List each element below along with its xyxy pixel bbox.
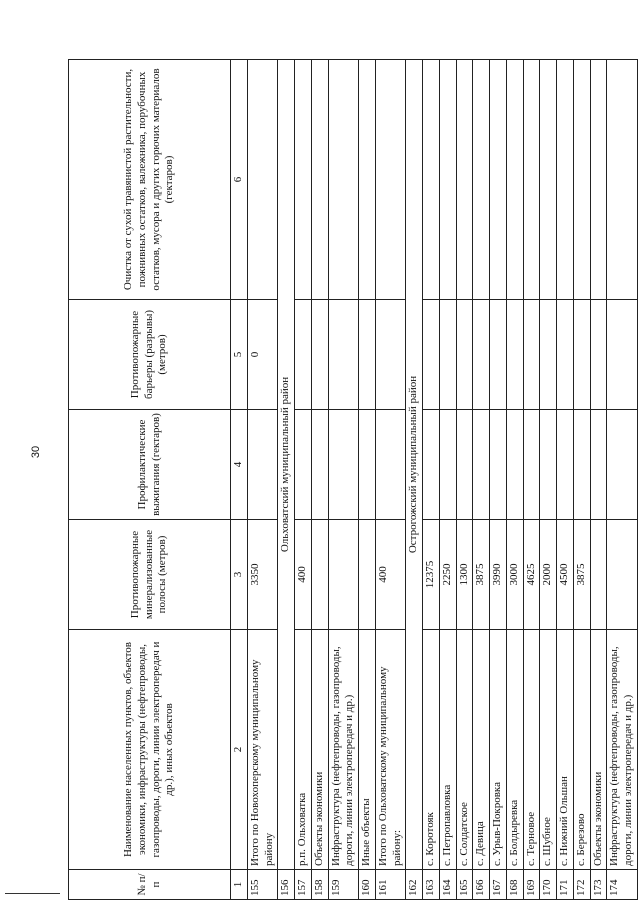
- table-row: [590, 60, 607, 900]
- page-divider: [5, 893, 60, 894]
- table-row: [328, 60, 359, 900]
- cleaning-value: [490, 60, 507, 300]
- column-index: 3: [231, 520, 248, 630]
- header-mineralized-strips: Противопожарные минерализованные полосы (метров): [69, 520, 231, 630]
- table-header-row: [69, 60, 231, 900]
- preventive-burning-value: [311, 410, 328, 520]
- row-number: 165: [456, 870, 473, 900]
- mineralized-strips-value: 4500: [557, 520, 574, 630]
- header-cleaning: Очистка от сухой травянистой растительности, пожнивных остатков, валежника, порубочных остатков, мусора и других горючих материалов (гектаров): [69, 60, 231, 300]
- table-row: [456, 60, 473, 900]
- preventive-burning-value: [328, 410, 359, 520]
- cleaning-value: [573, 60, 590, 300]
- row-number: 161: [375, 870, 406, 900]
- column-index: 4: [231, 410, 248, 520]
- mineralized-strips-value: 12375: [423, 520, 440, 630]
- mineralized-strips-value: 2250: [439, 520, 456, 630]
- column-index: 6: [231, 60, 248, 300]
- column-index-row: [231, 60, 248, 900]
- table-row: [607, 60, 638, 900]
- row-name: с. Терновое: [523, 630, 540, 870]
- mineralized-strips-value: [607, 520, 638, 630]
- fire-barriers-value: [506, 300, 523, 410]
- row-number: 168: [506, 870, 523, 900]
- header-fire-barriers: Противопожарные барьеры (разрывы) (метров): [69, 300, 231, 410]
- row-number: 174: [607, 870, 638, 900]
- header-name: Наименование населенных пунктов, объектов экономики, инфраструктуры (нефтепроводы, газопроводы, дороги, линии электропередач и др.), иных объектов: [69, 630, 231, 870]
- mineralized-strips-value: 2000: [540, 520, 557, 630]
- row-name: Инфраструктура (нефтепроводы, газопроводы, дороги, линии электропередач и др.): [607, 630, 638, 870]
- mineralized-strips-value: [328, 520, 359, 630]
- row-name: с. Урыв-Покровка: [490, 630, 507, 870]
- preventive-burning-value: [523, 410, 540, 520]
- row-number: 160: [359, 870, 376, 900]
- fire-barriers-value: [295, 300, 312, 410]
- fire-prevention-table: [68, 59, 638, 900]
- row-number: 172: [573, 870, 590, 900]
- row-number: 159: [328, 870, 359, 900]
- header-preventive-burning: Профилактические выжигания (гектаров): [69, 410, 231, 520]
- cleaning-value: [506, 60, 523, 300]
- row-name: с. Нижний Ольшан: [557, 630, 574, 870]
- column-index: 1: [231, 870, 248, 900]
- fire-barriers-value: [523, 300, 540, 410]
- cleaning-value: [523, 60, 540, 300]
- table-row: [473, 60, 490, 900]
- fire-barriers-value: 0: [247, 300, 278, 410]
- row-number: 157: [295, 870, 312, 900]
- cleaning-value: [359, 60, 376, 300]
- fire-barriers-value: [439, 300, 456, 410]
- preventive-burning-value: [490, 410, 507, 520]
- fire-barriers-value: [557, 300, 574, 410]
- page-number: 30: [30, 445, 42, 459]
- row-name: с. Коротояк: [423, 630, 440, 870]
- preventive-burning-value: [590, 410, 607, 520]
- row-number: 170: [540, 870, 557, 900]
- fire-barriers-value: [540, 300, 557, 410]
- mineralized-strips-value: 4625: [523, 520, 540, 630]
- fire-barriers-value: [328, 300, 359, 410]
- mineralized-strips-value: [359, 520, 376, 630]
- row-name: с. Солдатское: [456, 630, 473, 870]
- preventive-burning-value: [423, 410, 440, 520]
- fire-barriers-value: [607, 300, 638, 410]
- row-number: 169: [523, 870, 540, 900]
- preventive-burning-value: [247, 410, 278, 520]
- row-number: 163: [423, 870, 440, 900]
- preventive-burning-value: [456, 410, 473, 520]
- mineralized-strips-value: 3875: [473, 520, 490, 630]
- preventive-burning-value: [473, 410, 490, 520]
- mineralized-strips-value: 3875: [573, 520, 590, 630]
- cleaning-value: [590, 60, 607, 300]
- mineralized-strips-value: 3350: [247, 520, 278, 630]
- preventive-burning-value: [439, 410, 456, 520]
- table-row: [439, 60, 456, 900]
- mineralized-strips-value: 3990: [490, 520, 507, 630]
- row-name: Иные объекты: [359, 630, 376, 870]
- table-row: [573, 60, 590, 900]
- row-name: с. Девица: [473, 630, 490, 870]
- row-number: 166: [473, 870, 490, 900]
- fire-barriers-value: [456, 300, 473, 410]
- rotated-table-container: [68, 60, 634, 900]
- row-number: 173: [590, 870, 607, 900]
- row-number: 162: [406, 870, 423, 900]
- table-row: [523, 60, 540, 900]
- table-row: [295, 60, 312, 900]
- header-number: № п/п: [69, 870, 231, 900]
- preventive-burning-value: [295, 410, 312, 520]
- row-number: 167: [490, 870, 507, 900]
- row-name: с. Шубное: [540, 630, 557, 870]
- mineralized-strips-value: 400: [375, 520, 406, 630]
- region-row: [406, 60, 423, 900]
- row-number: 164: [439, 870, 456, 900]
- preventive-burning-value: [607, 410, 638, 520]
- fire-barriers-value: [590, 300, 607, 410]
- region-title: Острогожский муниципальный район: [406, 60, 423, 870]
- fire-barriers-value: [490, 300, 507, 410]
- fire-barriers-value: [375, 300, 406, 410]
- table-row: [375, 60, 406, 900]
- row-name: с. Петропавловка: [439, 630, 456, 870]
- mineralized-strips-value: [311, 520, 328, 630]
- mineralized-strips-value: 400: [295, 520, 312, 630]
- cleaning-value: [456, 60, 473, 300]
- row-name: Итого по Ольховатскому муниципальному району:: [375, 630, 406, 870]
- cleaning-value: [439, 60, 456, 300]
- region-title: Ольховатский муниципальный район: [278, 60, 295, 870]
- fire-barriers-value: [311, 300, 328, 410]
- preventive-burning-value: [557, 410, 574, 520]
- row-name: Итого по Новохоперскому муниципальному району: [247, 630, 278, 870]
- cleaning-value: [473, 60, 490, 300]
- row-number: 155: [247, 870, 278, 900]
- table-row: [359, 60, 376, 900]
- table-row: [540, 60, 557, 900]
- fire-barriers-value: [359, 300, 376, 410]
- preventive-burning-value: [506, 410, 523, 520]
- cleaning-value: [311, 60, 328, 300]
- cleaning-value: [557, 60, 574, 300]
- row-name: Инфраструктура (нефтепроводы, газопроводы, дороги, линии электропередач и др.): [328, 630, 359, 870]
- row-name: с. Березово: [573, 630, 590, 870]
- mineralized-strips-value: 3000: [506, 520, 523, 630]
- mineralized-strips-value: [590, 520, 607, 630]
- preventive-burning-value: [359, 410, 376, 520]
- region-row: [278, 60, 295, 900]
- table-row: [423, 60, 440, 900]
- preventive-burning-value: [540, 410, 557, 520]
- row-name: р.п. Ольховатка: [295, 630, 312, 870]
- fire-barriers-value: [573, 300, 590, 410]
- row-number: 171: [557, 870, 574, 900]
- row-name: Объекты экономики: [311, 630, 328, 870]
- cleaning-value: [607, 60, 638, 300]
- table-row: [506, 60, 523, 900]
- cleaning-value: [375, 60, 406, 300]
- cleaning-value: [328, 60, 359, 300]
- table-row: [557, 60, 574, 900]
- column-index: 2: [231, 630, 248, 870]
- table-row: [311, 60, 328, 900]
- row-name: Объекты экономики: [590, 630, 607, 870]
- cleaning-value: [295, 60, 312, 300]
- row-name: с. Болдыревка: [506, 630, 523, 870]
- row-number: 158: [311, 870, 328, 900]
- preventive-burning-value: [375, 410, 406, 520]
- cleaning-value: [247, 60, 278, 300]
- table-row: [247, 60, 278, 900]
- column-index: 5: [231, 300, 248, 410]
- preventive-burning-value: [573, 410, 590, 520]
- fire-barriers-value: [473, 300, 490, 410]
- table-body: [247, 60, 637, 900]
- cleaning-value: [540, 60, 557, 300]
- row-number: 156: [278, 870, 295, 900]
- fire-barriers-value: [423, 300, 440, 410]
- table-row: [490, 60, 507, 900]
- cleaning-value: [423, 60, 440, 300]
- mineralized-strips-value: 1300: [456, 520, 473, 630]
